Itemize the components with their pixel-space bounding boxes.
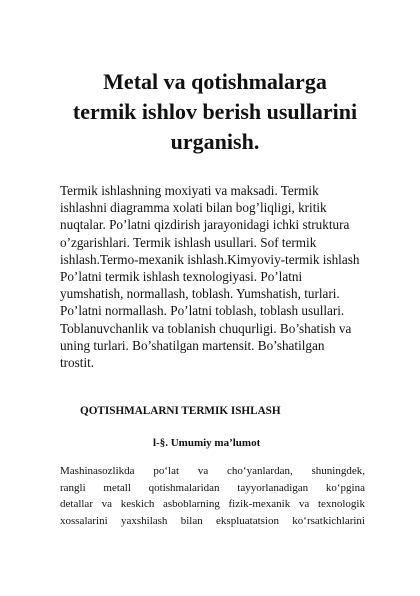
body-line: rangli metall qotishmalaridan tayyorlanadigan ko‘pgina <box>60 481 365 494</box>
intro-line: Termik ishlashning moxiyati va maksadi. Termik <box>60 183 319 198</box>
intro-line: Toblanuvchanlik va toblanish chuqurligi. Bo’shatish va <box>60 320 352 336</box>
page-title <box>40 67 390 157</box>
title-line: termik ishlov berish usullarini <box>72 99 358 124</box>
body-line: detallar va keskich asboblarning fizik-mexanik va texnologik <box>60 498 365 510</box>
intro-line: Po’latni normallash. Po’latni toblash, toblash usullari. <box>60 303 345 319</box>
intro-paragraph <box>60 182 380 371</box>
body-paragraph <box>60 463 365 529</box>
intro-line: ishlash.Termo-mexanik ishlash.Kimyoviy-termik ishlash <box>60 251 360 267</box>
intro-line: uning turlari. Bo’shatilgan martensit. Bo’shatilgan <box>60 337 325 353</box>
subsection-heading: l-§. Umumiy ma’lumot <box>153 437 261 449</box>
body-line: xossalarini yaxshilash bilan ekspluatatsion ko‘rsatkichlarini <box>60 514 365 527</box>
title-line: Metal va qotishmalarga <box>103 69 327 94</box>
intro-line: nuqtalar. Po’latni qizdirish jarayonidagi ichki struktura <box>60 217 350 233</box>
intro-line: Po’latni termik ishlash texnologiyasi. Po’latni <box>60 269 303 285</box>
title-line: urganish. <box>170 129 260 154</box>
intro-line: o’zgarishlari. Termik ishlash usullari. Sof termik <box>60 234 317 250</box>
section-heading: QOTISHMALARNI TERMIK ISHLASH <box>80 405 281 417</box>
body-line: Mashinasozlikda po‘lat va cho‘yanlardan, shuningdek, <box>60 465 365 477</box>
intro-line: yumshatish, normallash, toblash. Yumshatish, turlari. <box>60 286 340 302</box>
intro-line: ishlashni diagramma xolati bilan bog’liqligi, kritik <box>60 200 327 216</box>
intro-line: trostit. <box>60 355 95 371</box>
